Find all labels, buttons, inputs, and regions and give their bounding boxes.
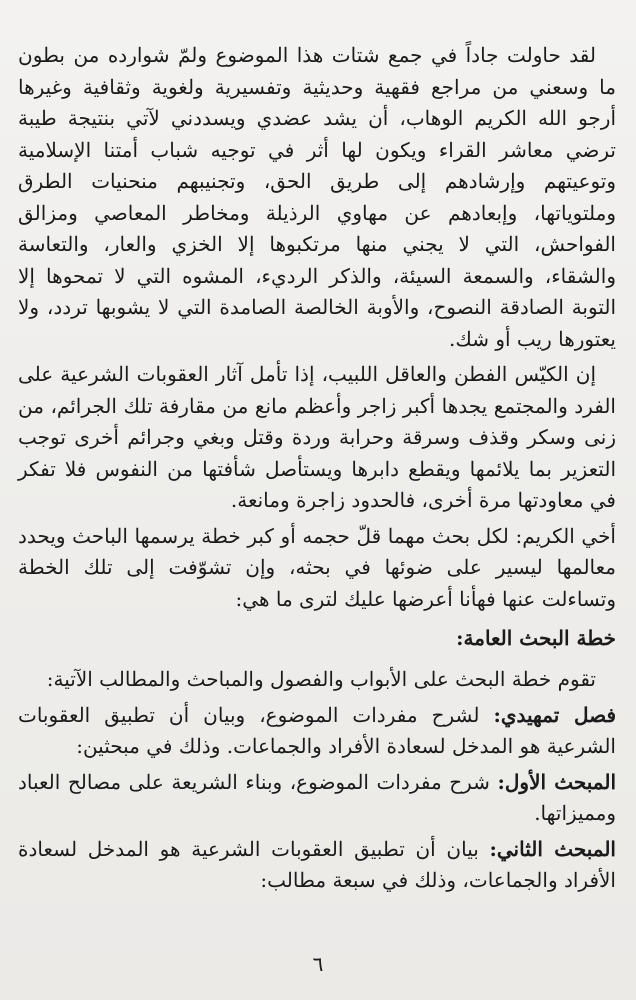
intro-paragraph: لقد حاولت جاداً في جمع شتات هذا الموضوع ولمّ شوارده من بطون ما وسعني من مراجع فقهية وحديثية وتفسيرية ولغوية وثقافية وغيرها أرجو الله الكريم الوهاب، أن يشد عضدي ويسددني لآتي بنتيجة طيبة ترضي معاشر القراء ويكون لها أثر في توجيه شباب أمتنا الإسلامية وتوعيتهم وإرشادهم إلى طريق الحق، وتجنيبهم منحنيات الطرق وملتوياتها، وإبعادهم عن مهاوي الرذيلة ومخاطر المعاصي ومزالق الفواحش، التي لا يجني منها مرتكبوها إلا الخزي والعار، والتعاسة والشقاء، والسمعة السيئة، والذكر الرديء، المشوه التي لا تمحوها إلا التوبة الصادقة النصوح، والأوبة الخالصة الصامدة التي لا يشوبها تردد، ولا يعتورها ريب أو شك. <box>18 43 616 351</box>
second-section-term: المبحث الثاني: <box>489 836 616 861</box>
plan-heading: خطة البحث العامة: <box>456 626 616 650</box>
page-number: ٦ <box>312 952 324 976</box>
second-section-text: بيان أن تطبيق العقوبات الشرعية هو المدخل لسعادة الأفراد والجماعات، وذلك في سبعة مطالب: <box>18 836 616 892</box>
page-body <box>18 40 616 901</box>
second-section <box>18 834 616 897</box>
penalties-paragraph: إن الكيّس الفطن والعاقل اللبيب، إذا تأمل آثار العقوبات الشرعية على الفرد والمجتمع يجدها أكبر زاجر وأعظم مانع من مقارفة تلك الجرائم، من زنى وسكر وقذف وسرقة وحرابة وردة وقتل وبغي وجرائم أخرى توجب التعزير بما يلائمها ويقطع دابرها ويستأصل شأفتها من النفوس فلا تفكر في معاودتها مرة أخرى، فالحدود زاجرة ومانعة. <box>18 362 616 512</box>
first-section <box>18 767 616 830</box>
plan-intro: تقوم خطة البحث على الأبواب والفصول والمباحث والمطالب الآتية: <box>46 667 596 691</box>
preliminary-chapter <box>18 700 616 763</box>
preliminary-chapter-text: لشرح مفردات الموضوع، وبيان أن تطبيق العقوبات الشرعية هو المدخل لسعادة الأفراد والجماعات. وذلك في مبحثين: <box>18 702 616 758</box>
first-section-term: المبحث الأول: <box>497 769 616 794</box>
first-section-text: شرح مفردات الموضوع، وبناء الشريعة على مصالح العباد ومميزاتها. <box>18 769 616 825</box>
preliminary-chapter-term: فصل تمهيدي: <box>493 702 616 727</box>
research-plan-paragraph: أخي الكريم: لكل بحث مهما قلّ حجمه أو كبر خطة يرسمها الباحث ويحدد معالمها ليسير على ضوئها في بحثه، وإن تشوّفت إلى تلك الخطة وتساءلت عنها فهأنا أعرضها عليك لترى ما هي: <box>18 523 616 611</box>
